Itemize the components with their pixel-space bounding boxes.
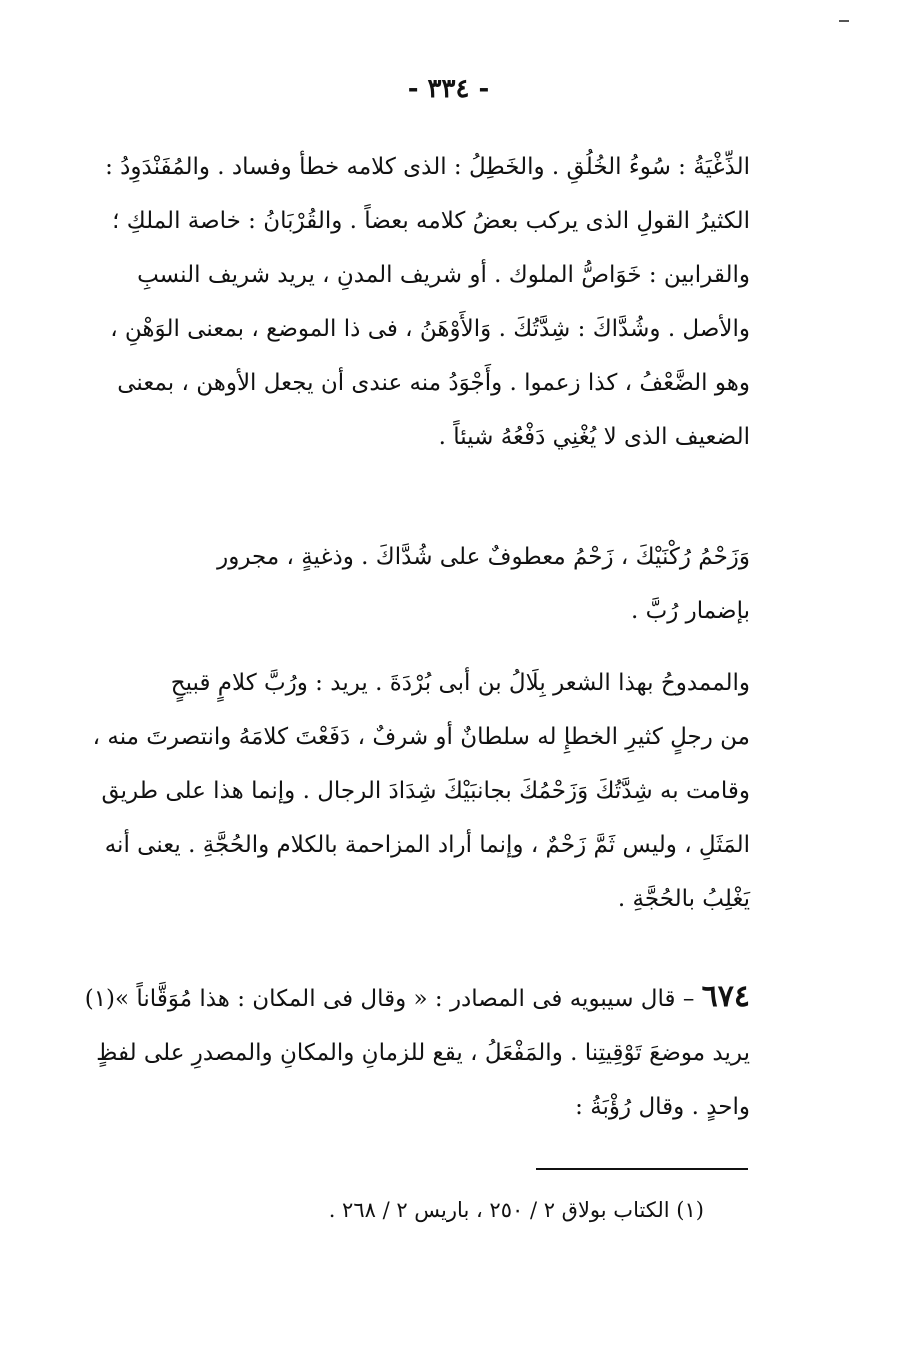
text-line: من رجلٍ كثيرِ الخطإِ له سلطانٌ أو شرفٌ ، دَفَعْتَ كلامَهُ وانتصرتَ منه ، <box>92 724 750 750</box>
text-line: المَثَلِ ، وليس ثَمَّ زَحْمٌ ، وإنما أراد المزاحمة بالكلام والحُجَّةِ . يعنى أنه <box>104 832 750 858</box>
text-line: والأصل . وشُدَّاكَ : شِدَّتُكَ . وَالأَوْهَنُ ، فى ذا الموضع ، بمعنى الوَهْنِ ، <box>110 316 750 342</box>
text-line: وقامت به شِدَّتُكَ وَزَحْمُكَ بجانبَيْكَ شِدَادَ الرجال . وإنما هذا على طريق <box>101 778 750 804</box>
text-line: وهو الضَّعْفُ ، كذا زعموا . وأَجْوَدُ منه عندى أن يجعل الأوهن ، بمعنى <box>117 370 750 396</box>
text-line: والقرابين : خَوَاصُّ الملوك . أو شريف المدنِ ، يريد شريف النسبِ <box>137 262 750 288</box>
paragraph-explanation <box>92 656 750 926</box>
text-line: بإضمار رُبَّ . <box>630 598 750 624</box>
text-line: يَغْلِبُ بالحُجَّةِ . <box>617 886 750 912</box>
footnote: (١) الكتاب بولاق ٢ / ٢٥٠ ، باريس ٢ / ٢٦٨ . <box>328 1198 704 1222</box>
text-line: الضعيف الذى لا يُغْنِي دَفْعُهُ شيئاً . <box>438 424 750 450</box>
entry-number: ٦٧٤ <box>701 979 750 1014</box>
scan-mark <box>839 20 849 22</box>
text-line: الذِّغْيَةُ : سُوءُ الخُلُقِ . والخَطِلُ : الذى كلامه خطأ وفساد . والمُفَنْدَوِدُ : <box>105 154 750 180</box>
entry-text: قال سيبويه فى المصادر : « وقال فى المكان : هذا مُوَقَّاناً »(١) <box>84 986 676 1012</box>
text-line: واحدٍ . وقال رُؤْبَةُ : <box>575 1094 750 1120</box>
text-line: وَزَحْمُ رُكْنَيْكَ ، زَحْمُ معطوفٌ على شُدَّاكَ . وذغيةٍ ، مجرور <box>217 544 750 570</box>
paragraph-entry-674 <box>84 970 750 1134</box>
text-line: يريد موضعَ تَوْقِيتِنا . والمَفْعَلُ ، يقع للزمانِ والمكانِ والمصدرِ على لفظٍ <box>96 1040 750 1066</box>
text-line: والممدوحُ بهذا الشعر بِلَالُ بن أبى بُرْدَةَ . يريد : ورُبَّ كلامٍ قبيحٍ <box>170 670 750 696</box>
paragraph-glossary <box>104 140 750 464</box>
text-line: الكثيرُ القولِ الذى يركب بعضُ كلامه بعضاً . والقُرْبَانُ : خاصة الملكِ ؛ <box>112 208 750 234</box>
footnote-divider <box>536 1168 748 1170</box>
paragraph-grammar <box>104 530 750 638</box>
text-line: ٦٧٤ – قال سيبويه فى المصادر : « وقال فى المكان : هذا مُوَقَّاناً »(١) <box>84 979 750 1014</box>
page-number: - ٣٣٤ - <box>407 74 490 104</box>
